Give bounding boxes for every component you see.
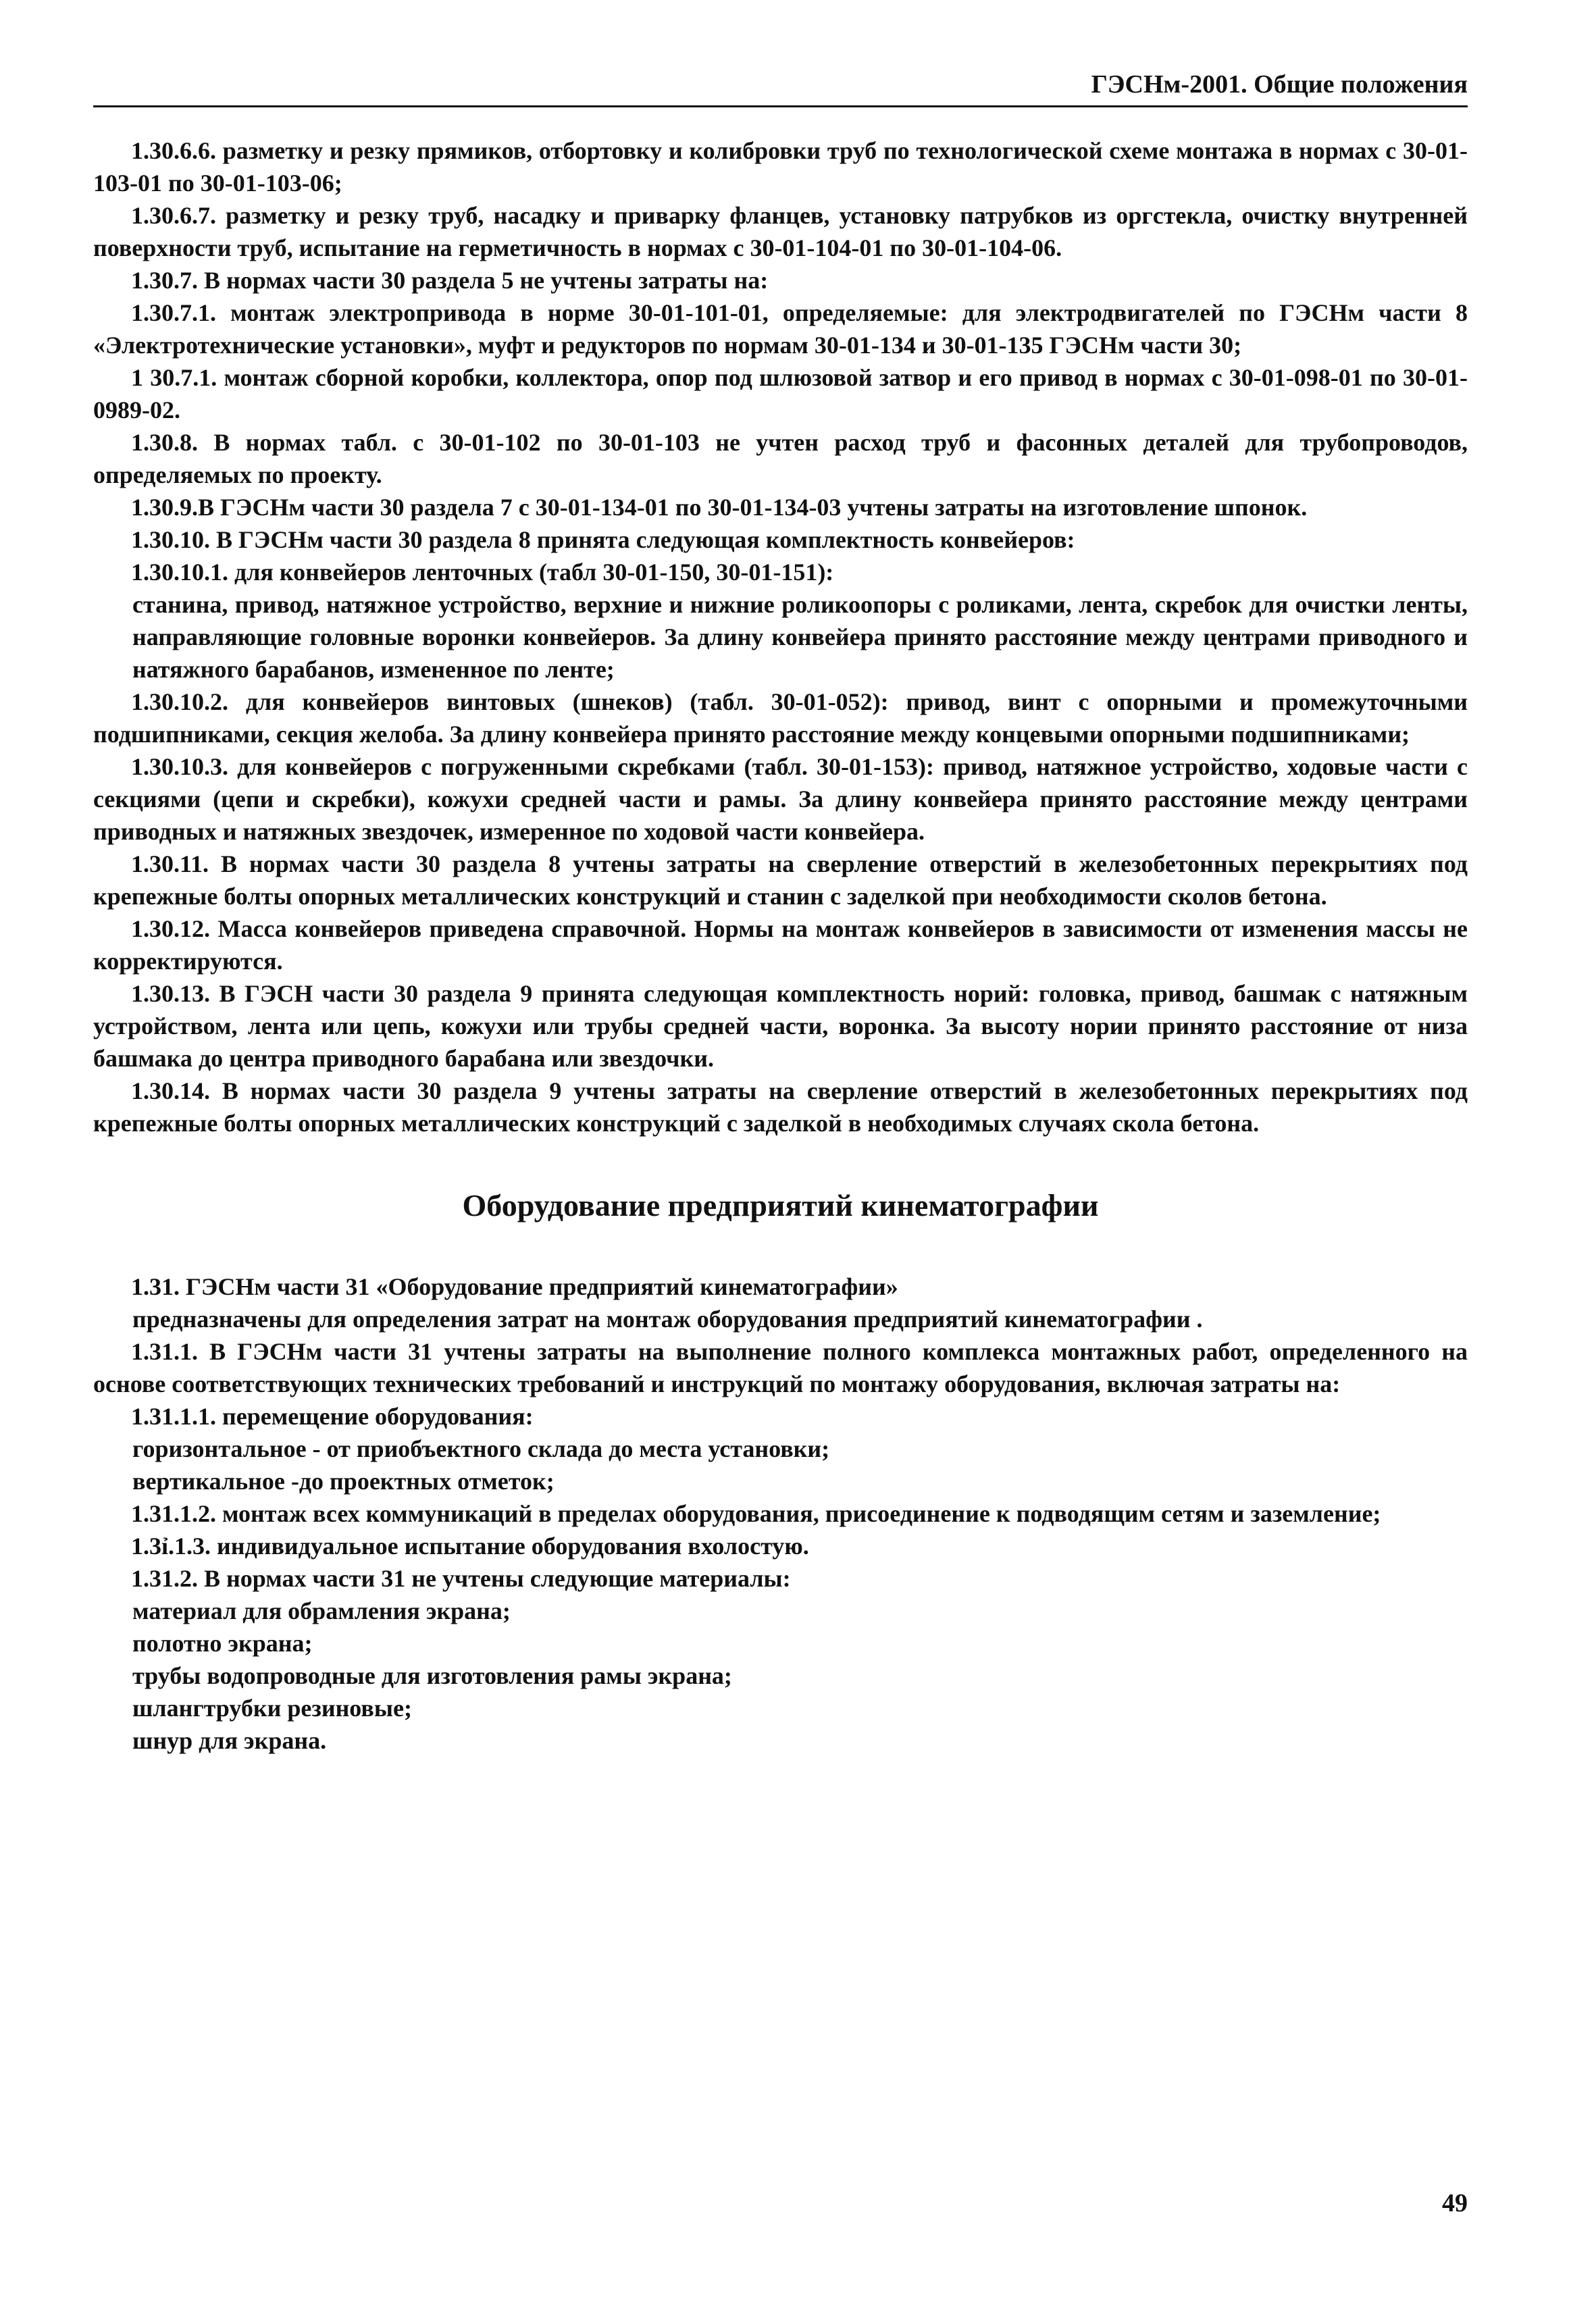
paragraph-1-30-10-2: 1.30.10.2. для конвейеров винтовых (шнеков) (табл. 30-01-052): привод, винт с опорными и промежуточными подшипниками, секция желоба. За длину конвейера принято расстояние между концевыми опорными подшипниками;: [93, 688, 1468, 748]
list-item-screen-cord: шнур для экрана.: [132, 1727, 327, 1754]
paragraph-1-31-2: 1.31.2. В нормах части 31 не учтены следующие материалы:: [131, 1565, 791, 1592]
paragraph-1-31-purpose: предназначены для определения затрат на монтаж оборудования предприятий кинематографии .: [132, 1306, 1203, 1333]
page-number: 49: [1442, 2189, 1468, 2217]
paragraph-1-30-11: 1.30.11. В нормах части 30 раздела 8 учтены затраты на сверление отверстий в железобетонных перекрытиях под крепежные болты опорных металлических конструкций и станин с заделкой при необходимости сколов бетона.: [93, 850, 1468, 910]
paragraph-belt-conveyor-composition: станина, привод, натяжное устройство, верхние и нижние роликоопоры с роликами, лента, скребок для очистки ленты, направляющие головные воронки конвейеров. За длину конвейера принято расстояние между центрами приводного и натяжного барабанов, измененное по ленте;: [132, 591, 1468, 683]
running-header: ГЭСНм-2001. Общие положения: [93, 68, 1468, 107]
paragraph-1-30-12: 1.30.12. Масса конвейеров приведена справочной. Нормы на монтаж конвейеров в зависимости от изменения массы не корректируются.: [93, 915, 1468, 975]
paragraph-1-30-9: 1.30.9.В ГЭСНм части 30 раздела 7 с 30-01-134-01 по 30-01-134-03 учтены затраты на изготовление шпонок.: [131, 494, 1308, 521]
paragraph-1-31-1-1: 1.31.1.1. перемещение оборудования:: [131, 1403, 534, 1430]
paragraph-1-30-14: 1.30.14. В нормах части 30 раздела 9 учтены затраты на сверление отверстий в железобетонных перекрытиях под крепежные болты опорных металлических конструкций с заделкой в необходимых случаях скола бетона.: [93, 1077, 1468, 1137]
paragraph-1-30-7-1-b: 1 30.7.1. монтаж сборной коробки, коллектора, опор под шлюзовой затвор и его привод в нормах с 30-01-098-01 по 30-01-0989-02.: [93, 364, 1468, 423]
list-item-rubber-hoses: шлангтрубки резиновые;: [132, 1695, 412, 1722]
paragraph-1-31-1-3: 1.3ỉ.1.3. индивидуальное испытание оборудования вхолостую.: [131, 1533, 809, 1560]
paragraph-1-30-10-3: 1.30.10.3. для конвейеров с погруженными скребками (табл. 30-01-153): привод, натяжное устройство, ходовые части с секциями (цепи и скребки), кожухи средней части и рамы. За длину конвейера принято расстояние между центрами приводных и натяжных звездочек, измеренное по ходовой части конвейера.: [93, 753, 1468, 845]
paragraph-1-31-1: 1.31.1. В ГЭСНм части 31 учтены затраты на выполнение полного комплекса монтажных работ, определенного на основе соответствующих технических требований и инструкций по монтажу оборудования, включая затраты на:: [93, 1338, 1468, 1397]
paragraph-1-30-7: 1.30.7. В нормах части 30 раздела 5 не учтены затраты на:: [131, 267, 769, 294]
list-item-screen-frame-material: материал для обрамления экрана;: [132, 1597, 511, 1624]
paragraph-1-30-10-1: 1.30.10.1. для конвейеров ленточных (табл 30-01-150, 30-01-151):: [131, 559, 834, 586]
paragraph-1-30-13: 1.30.13. В ГЭСН части 30 раздела 9 принята следующая комплектность норий: головка, привод, башмак с натяжным устройством, лента или цепь, кожухи или трубы средней части, воронка. За высоту нории принято расстояние от низа башмака до центра приводного барабана или звездочки.: [93, 980, 1468, 1072]
paragraph-vertical-move: вертикальное -до проектных отметок;: [132, 1468, 555, 1495]
body-section-2: [93, 1270, 1468, 1757]
body-section-1: [93, 134, 1468, 1139]
paragraph-1-30-10: 1.30.10. В ГЭСНм части 30 раздела 8 принята следующая комплектность конвейеров:: [131, 526, 1075, 553]
paragraph-1-31-1-2: 1.31.1.2. монтаж всех коммуникаций в пределах оборудования, присоединение к подводящим сетям и заземление;: [131, 1500, 1381, 1527]
paragraph-1-30-8: 1.30.8. В нормах табл. с 30-01-102 по 30-01-103 не учтен расход труб и фасонных деталей для трубопроводов, определяемых по проекту.: [93, 429, 1468, 488]
paragraph-horizontal-move: горизонтальное - от приобъектного склада до места установки;: [132, 1435, 830, 1462]
paragraph-1-31: 1.31. ГЭСНм части 31 «Оборудование предприятий кинематографии»: [131, 1273, 898, 1300]
section-heading: Оборудование предприятий кинематографии: [462, 1188, 1099, 1223]
paragraph-1-30-6-6: 1.30.6.6. разметку и резку прямиков, отбортовку и колибровки труб по технологической схеме монтажа в нормах с 30-01-103-01 по 30-01-103-06;: [93, 137, 1468, 197]
list-item-water-pipes: трубы водопроводные для изготовления рамы экрана;: [132, 1662, 732, 1689]
paragraph-1-30-6-7: 1.30.6.7. разметку и резку труб, насадку и приварку фланцев, установку патрубков из оргстекла, очистку внутренней поверхности труб, испытание на герметичность в нормах с 30-01-104-01 по 30-01-104-06.: [93, 202, 1468, 261]
paragraph-1-30-7-1: 1.30.7.1. монтаж электропривода в норме 30-01-101-01, определяемые: для электродвигателей по ГЭСНм части 8 «Электротехнические установки», муфт и редукторов по нормам 30-01-134 и 30-01-135 ГЭСНм части 30;: [93, 299, 1468, 359]
list-item-screen-canvas: полотно экрана;: [132, 1630, 313, 1657]
